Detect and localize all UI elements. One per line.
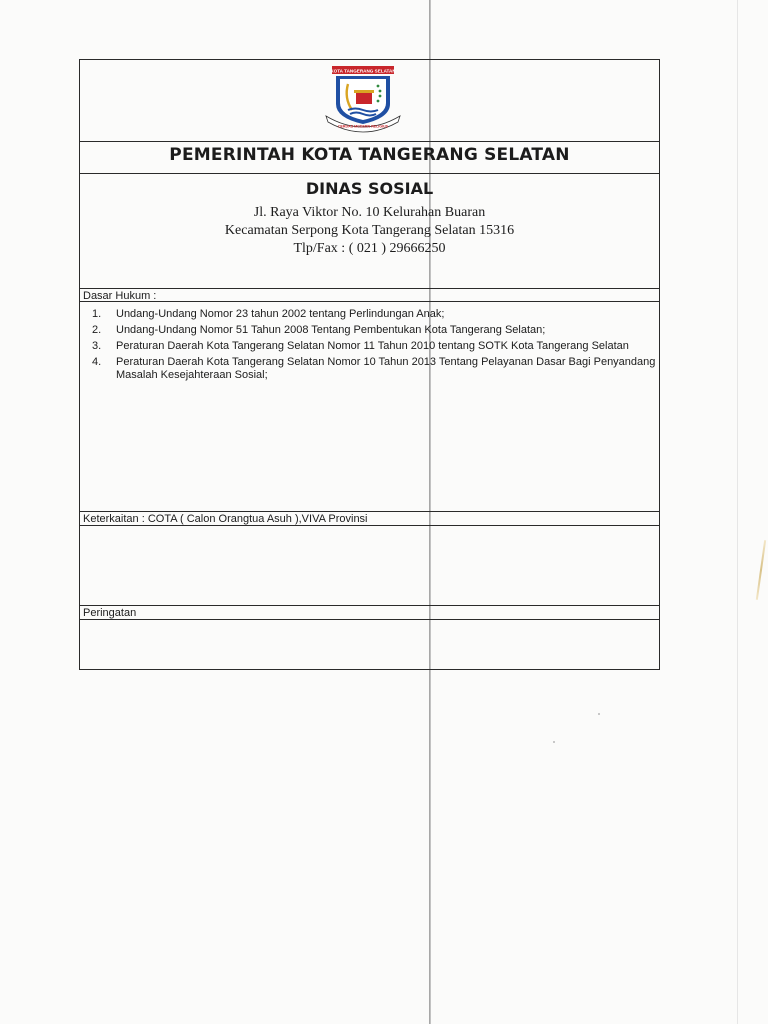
- building-icon: [356, 92, 372, 104]
- scan-spot: [598, 713, 600, 715]
- cotton-icon: [377, 100, 380, 103]
- scan-edge-mark: [756, 540, 766, 600]
- dasar-hukum-content: [80, 304, 659, 512]
- list-item: [80, 324, 658, 337]
- emblem-motto-text: CERDAS MODERN RELIGIUS: [337, 124, 389, 129]
- cotton-icon: [379, 90, 382, 93]
- list-item-number: 2.: [92, 324, 102, 336]
- scan-fold-line-faint: [737, 0, 738, 1024]
- list-item-text: Peraturan Daerah Kota Tangerang Selatan Nomor 10 Tahun 2013 Tentang Pelayanan Dasar Bagi Penyandang Masalah Kesejahteraan Sosial;: [116, 356, 656, 381]
- address-line: Jl. Raya Viktor No. 10 Kelurahan Buaran: [253, 205, 486, 220]
- peringatan-content: [80, 622, 659, 669]
- address-line: Kecamatan Serpong Kota Tangerang Selatan 15316: [224, 223, 515, 238]
- list-item-text: Undang-Undang Nomor 51 Tahun 2008 Tentang Pembentukan Kota Tangerang Selatan;: [116, 324, 546, 336]
- list-item-text: Undang-Undang Nomor 23 tahun 2002 tentang Perlindungan Anak;: [116, 308, 445, 320]
- keterkaitan-label-row: [80, 512, 659, 526]
- keterkaitan-content: [80, 528, 659, 606]
- law-list: [80, 308, 658, 385]
- list-item-number: 4.: [92, 356, 102, 368]
- cotton-icon: [377, 85, 380, 88]
- scan-spot: [553, 741, 555, 743]
- list-item: [80, 308, 658, 321]
- logo-section: [80, 60, 659, 142]
- list-item: [80, 356, 658, 382]
- city-emblem-logo: [318, 64, 408, 136]
- dasar-hukum-label: Dasar Hukum :: [83, 290, 157, 302]
- dasar-hukum-label-row: [80, 288, 659, 302]
- keterkaitan-label: Keterkaitan : COTA ( Calon Orangtua Asuh ),VIVA Provinsi: [83, 513, 368, 525]
- peringatan-label-row: [80, 606, 659, 620]
- list-item-text: Peraturan Daerah Kota Tangerang Selatan Nomor 11 Tahun 2010 tentang SOTK Kota Tangerang Selatan: [116, 340, 629, 352]
- document-form: [79, 59, 660, 670]
- department-header: [80, 176, 659, 288]
- government-header: [80, 142, 659, 174]
- building-roof-icon: [354, 90, 374, 93]
- government-title: PEMERINTAH KOTA TANGERANG SELATAN: [169, 145, 570, 165]
- emblem-banner-text: KOTA TANGERANG SELATAN: [330, 68, 396, 74]
- cotton-icon: [379, 95, 382, 98]
- department-title: DINAS SOSIAL: [305, 179, 434, 198]
- phone-fax-line: Tlp/Fax : ( 021 ) 29666250: [293, 241, 446, 256]
- list-item-number: 3.: [92, 340, 102, 352]
- list-item-number: 1.: [92, 308, 102, 320]
- list-item: [80, 340, 658, 353]
- peringatan-label: Peringatan: [83, 607, 137, 619]
